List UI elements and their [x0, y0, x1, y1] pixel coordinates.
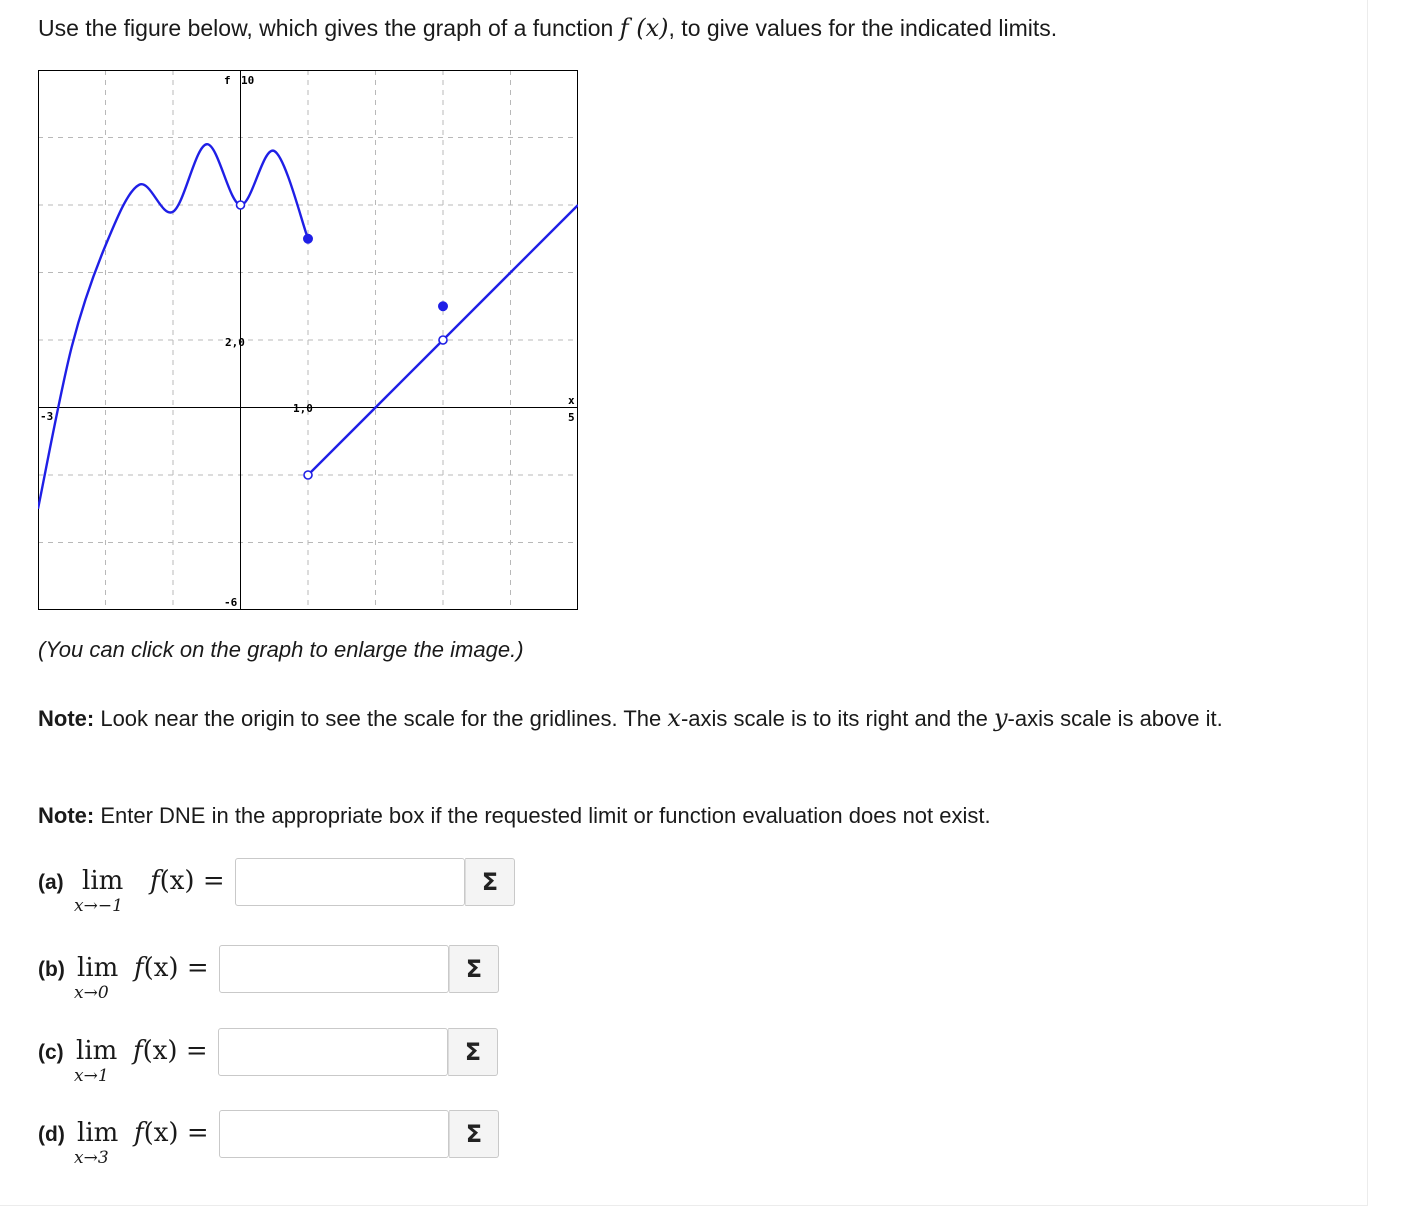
closed-point — [304, 234, 313, 243]
expression-rest: (x) = — [159, 866, 225, 896]
note-text: -axis scale is above it. — [1007, 706, 1223, 731]
limit-approach: x→−1 — [74, 896, 123, 916]
lim-operator: lim — [82, 866, 124, 896]
question-label: (a) — [38, 871, 64, 894]
limit-expression — [133, 1036, 208, 1066]
note-label: Note: — [38, 706, 95, 731]
question-a — [38, 858, 518, 918]
sigma-icon[interactable]: Σ — [465, 858, 515, 906]
x-variable: x — [667, 704, 681, 732]
limit-approach: x→3 — [74, 1148, 109, 1168]
grid-lines — [38, 70, 578, 610]
expression-rest: (x) = — [143, 953, 209, 983]
function-symbol: f — [150, 866, 160, 896]
open-point — [439, 336, 447, 344]
limit-approach: x→1 — [74, 1066, 109, 1086]
note-text: Enter DNE in the appropriate box if the requested limit or function evaluation does not exist. — [94, 803, 991, 828]
function-symbol: f — [133, 1036, 143, 1066]
question-label: (d) — [38, 1123, 65, 1146]
intro-text-start: Use the figure below, which gives the graph of a function — [38, 15, 620, 41]
sigma-icon[interactable]: Σ — [449, 945, 499, 993]
note-label: Note: — [38, 803, 95, 828]
function-symbol: f — [134, 1118, 144, 1148]
limit-expression — [150, 866, 225, 896]
y-bottom-label: -6 — [224, 596, 238, 609]
answer-input-b[interactable] — [219, 945, 449, 993]
limit-expression — [134, 1118, 209, 1148]
y-axis-label: f — [224, 74, 231, 87]
note-dne — [38, 798, 991, 834]
graph-svg[interactable] — [38, 70, 578, 610]
question-b — [38, 945, 508, 1005]
question-label: (b) — [38, 958, 65, 981]
limit-approach: x→0 — [74, 983, 109, 1003]
sigma-icon[interactable]: Σ — [449, 1110, 499, 1158]
function-symbol: f — [134, 953, 144, 983]
x-axis-label: x — [568, 394, 575, 407]
answer-input-a[interactable] — [235, 858, 465, 906]
answer-input-c[interactable] — [218, 1028, 448, 1076]
expression-rest: (x) = — [142, 1036, 208, 1066]
y-top-label: 10 — [241, 74, 255, 87]
lim-operator: lim — [77, 1118, 119, 1148]
function-graph[interactable] — [38, 70, 578, 610]
closed-point — [439, 302, 448, 311]
x-right-label: 5 — [568, 411, 575, 424]
function-notation: f (x) — [619, 14, 669, 42]
open-point — [237, 201, 245, 209]
note-scale — [38, 700, 1338, 737]
question-d — [38, 1110, 508, 1170]
lim-operator: lim — [76, 1036, 118, 1066]
problem-statement — [38, 12, 1057, 44]
note-text: -axis scale is to its right and the — [680, 706, 994, 731]
expression-rest: (x) = — [143, 1118, 209, 1148]
x-scale-label: 1,0 — [293, 402, 313, 415]
question-label: (c) — [38, 1041, 64, 1064]
sigma-icon[interactable]: Σ — [448, 1028, 498, 1076]
open-point — [304, 471, 312, 479]
y-scale-label: 2,0 — [225, 336, 245, 349]
x-left-label: -3 — [40, 410, 54, 423]
y-variable: y — [993, 704, 1008, 732]
answer-input-d[interactable] — [219, 1110, 449, 1158]
limit-expression — [134, 953, 209, 983]
note-text: Look near the origin to see the scale for the gridlines. The — [94, 706, 668, 731]
intro-text-end: , to give values for the indicated limits. — [668, 15, 1058, 41]
lim-operator: lim — [77, 953, 119, 983]
enlarge-hint: (You can click on the graph to enlarge the image.) — [38, 637, 524, 662]
question-c — [38, 1028, 508, 1088]
